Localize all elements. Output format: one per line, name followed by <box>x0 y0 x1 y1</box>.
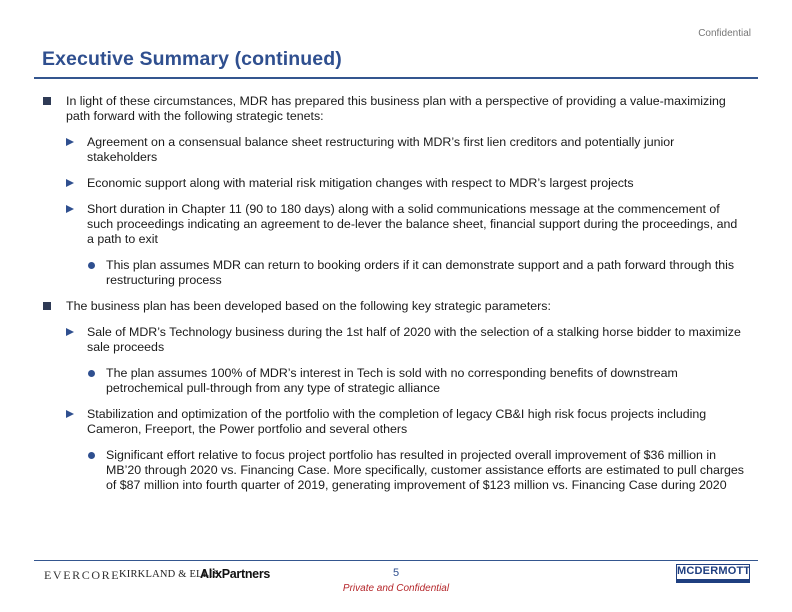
page-number: 5 <box>392 567 400 579</box>
bullet-item <box>42 325 744 355</box>
dot-bullet-icon <box>88 370 95 377</box>
bullet-text: This plan assumes MDR can return to booking orders if it can demonstrate support and a path forward through this restructuring process <box>106 258 735 287</box>
dot-bullet-icon <box>88 452 95 459</box>
bullet-text: The plan assumes 100% of MDR’s interest in Tech is sold with no corresponding benefits of downstream petrochemical pull-through from any type of strategic alliance <box>106 366 678 395</box>
private-confidential-label: Private and Confidential <box>342 583 450 594</box>
bullet-item <box>42 407 744 437</box>
page-title: Executive Summary (continued) <box>42 48 342 70</box>
bullet-text: Short duration in Chapter 11 (90 to 180 days) along with a solid communications message at the commencement of such proceedings indicating an agreement to de-lever the balance sheet, financial support during the proceedings, and a path to exit <box>87 202 738 246</box>
bullet-item <box>42 448 744 493</box>
triangle-bullet-icon <box>66 205 74 213</box>
bullet-item <box>42 258 744 288</box>
bullet-text: Agreement on a consensual balance sheet restructuring with MDR’s first lien creditors and potentially junior stakeholders <box>87 135 675 164</box>
triangle-bullet-icon <box>66 138 74 146</box>
bullet-item <box>42 202 744 247</box>
bullet-item <box>42 299 744 314</box>
triangle-bullet-icon <box>66 179 74 187</box>
triangle-bullet-icon <box>66 410 74 418</box>
bullet-text: Significant effort relative to focus project portfolio has resulted in projected overall improvement of $36 million in MB’20 through 2020 vs. Financing Case. More specifically, customer assistance efforts are estimated to pull charges of $87 million into fourth quarter of 2019, generating improvement of $123 million vs. Financing Case during 2020 <box>106 448 744 492</box>
mcdermott-logo-bar <box>676 580 750 583</box>
confidential-label: Confidential <box>698 28 751 39</box>
bullet-text: In light of these circumstances, MDR has prepared this business plan with a perspective of providing a value-maximizing path forward with the following strategic tenets: <box>66 94 726 123</box>
bullet-text: Economic support along with material risk mitigation changes with respect to MDR’s largest projects <box>87 176 634 190</box>
kirkland-ellis-logo: KIRKLAND & ELLIS <box>119 569 220 580</box>
footer-divider <box>34 560 758 561</box>
bullet-item <box>42 366 744 396</box>
bullet-item <box>42 135 744 165</box>
bullet-item <box>42 176 744 191</box>
bullet-text: Sale of MDR’s Technology business during the 1st half of 2020 with the selection of a stalking horse bidder to maximize sale proceeds <box>87 325 741 354</box>
square-bullet-icon <box>43 97 51 105</box>
dot-bullet-icon <box>88 262 95 269</box>
title-divider <box>34 77 758 79</box>
alixpartners-logo: AlixPartners <box>200 567 271 581</box>
bullet-text: Stabilization and optimization of the portfolio with the completion of legacy CB&I high risk focus projects including Cameron, Freeport, the Power portfolio and several others <box>87 407 707 436</box>
bullet-item <box>42 94 744 124</box>
triangle-bullet-icon <box>66 328 74 336</box>
square-bullet-icon <box>43 302 51 310</box>
mcdermott-logo: MCDERMOTT <box>676 564 750 580</box>
bullet-text: The business plan has been developed based on the following key strategic parameters: <box>66 299 551 313</box>
bullet-list <box>42 94 744 504</box>
evercore-logo: EVERCORE <box>44 568 121 582</box>
